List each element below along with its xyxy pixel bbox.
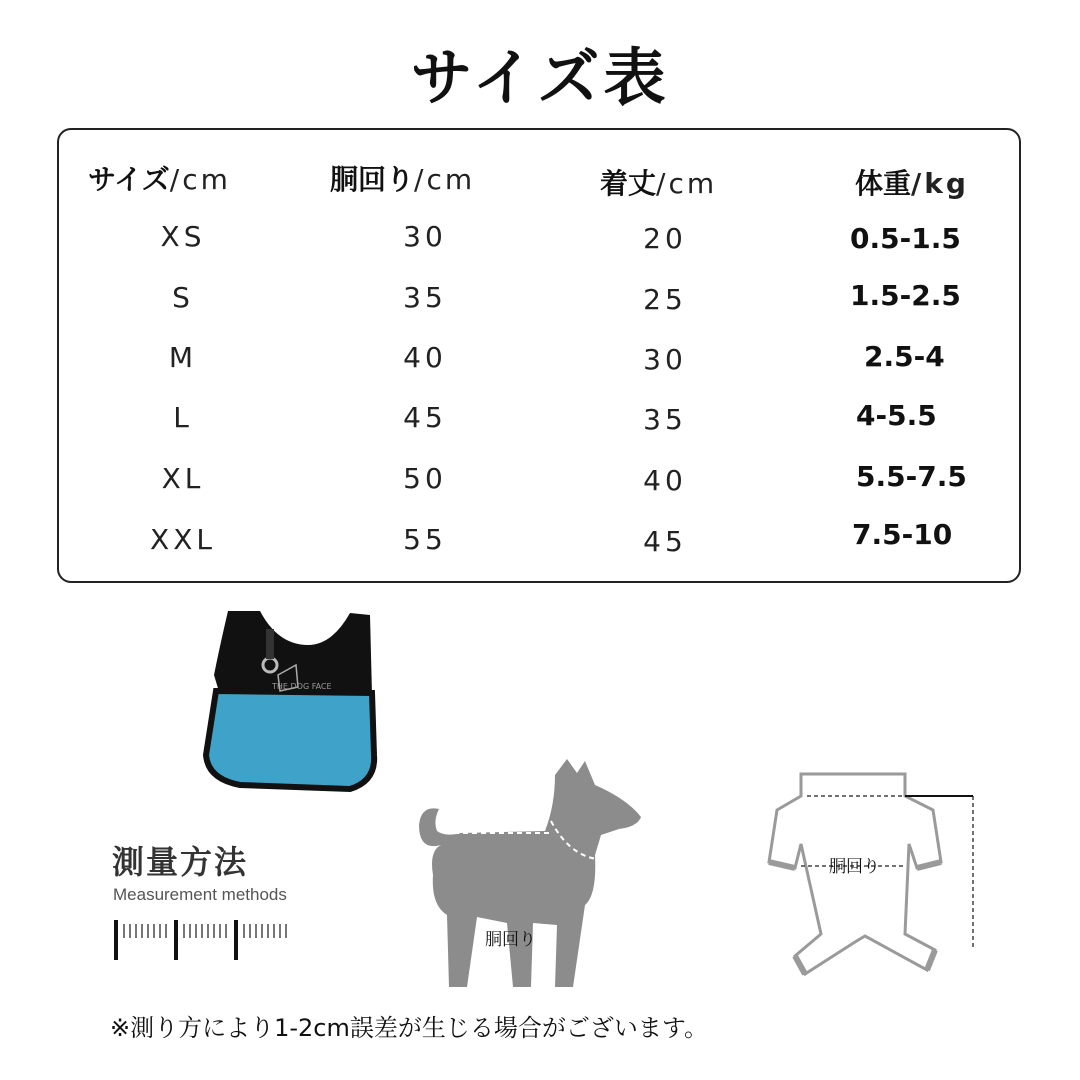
header-size-label: サイズ [88,163,170,196]
cell-girth: 50 [403,462,447,495]
cell-size: S [172,281,194,314]
garment-illustration [745,770,985,1000]
header-length-label: 着丈 [600,167,657,200]
vest-logo: THE DOG FACE [272,682,332,691]
cell-weight: 4-5.5 [856,399,937,432]
cell-length: 30 [643,343,687,376]
garment-girth-label: 胴回り [829,857,880,877]
cell-weight: 0.5-1.5 [850,222,961,255]
header-weight [855,162,969,202]
header-size-unit: /cm [169,163,231,196]
cell-weight: 1.5-2.5 [850,279,961,312]
cell-length: 20 [643,222,687,255]
cell-girth: 40 [403,341,447,374]
cell-girth: 35 [403,281,447,314]
cell-weight: 7.5-10 [852,518,953,551]
header-girth-unit: /cm [414,163,476,196]
page-title: サイズ表 [410,41,670,114]
cell-girth: 45 [403,401,447,434]
note-text: ※測り方により1-2cm誤差が生じる場合がございます。 [110,1014,708,1042]
cell-length: 25 [643,283,687,316]
header-weight-label: 体重 [855,167,912,200]
vest-image [200,605,380,805]
cell-length: 40 [643,464,687,497]
cell-size: XS [160,220,206,253]
header-size [88,158,231,198]
dog-girth-label: 胴回り [485,930,536,950]
cell-weight: 5.5-7.5 [856,460,967,493]
header-weight-unit: /kg [911,167,969,200]
cell-size: XL [161,462,205,495]
cell-size: M [168,341,198,374]
cell-size: L [173,401,193,434]
cell-girth: 55 [403,523,447,556]
cell-girth: 30 [403,220,447,253]
cell-length: 45 [643,525,687,558]
measure-title: 測量方法 [112,843,249,881]
header-length-unit: /cm [656,167,718,200]
cell-size: XXL [150,523,216,556]
header-length [600,162,717,202]
dog-illustration [405,755,665,995]
header-girth-label: 胴回り [330,163,415,196]
cell-length: 35 [643,403,687,436]
cell-weight: 2.5-4 [864,340,945,373]
ruler-icon [112,918,302,962]
measure-subtitle: Measurement methods [113,885,287,904]
header-girth [330,158,475,198]
